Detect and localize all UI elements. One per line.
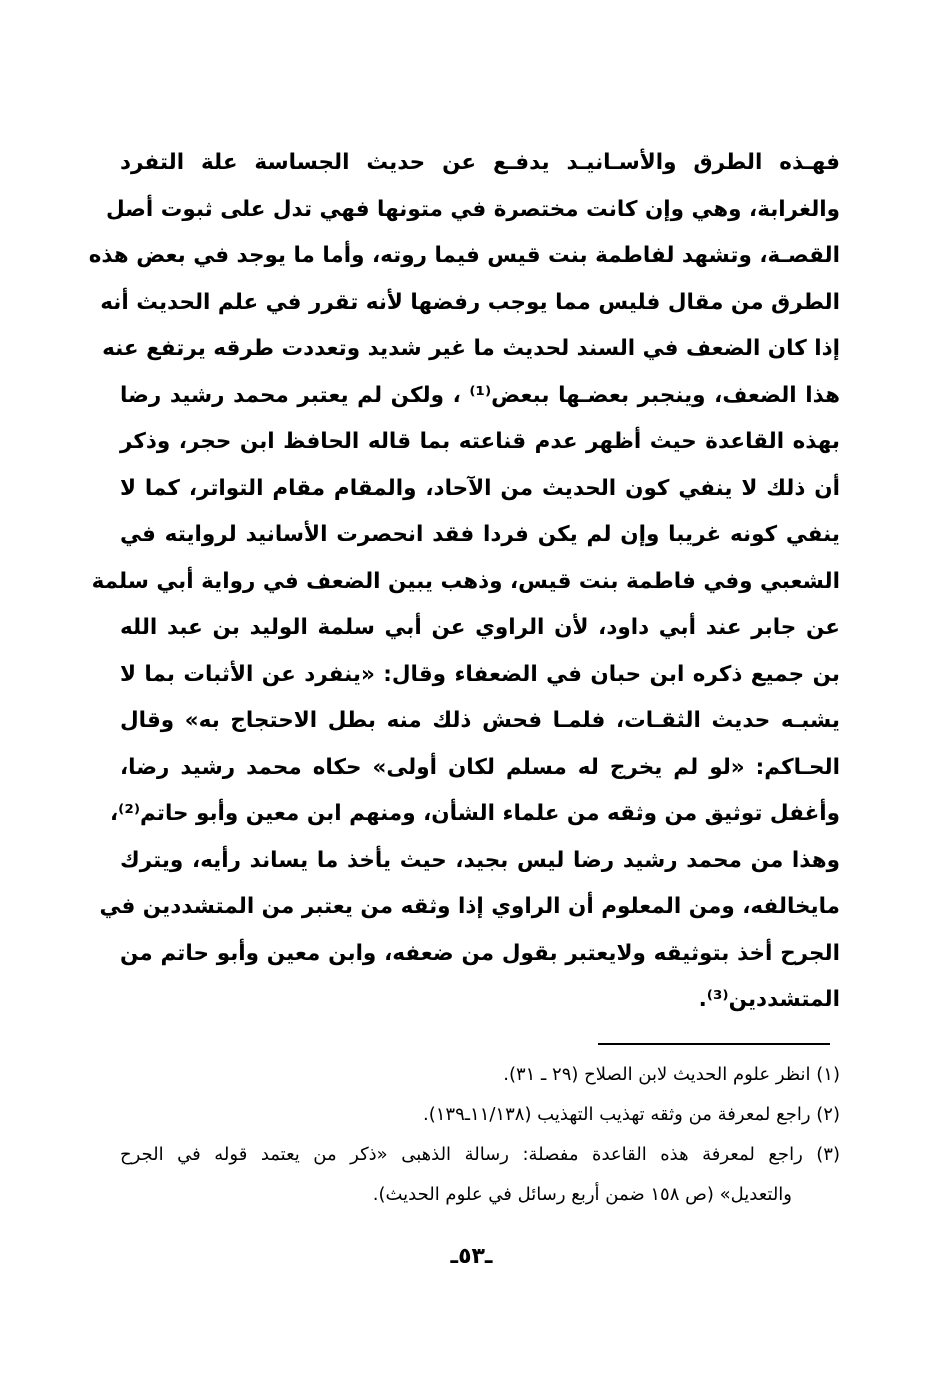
footnote-1: (١) انظر علوم الحديث لابن الصلاح (٢٩ ـ ٣١). xyxy=(503,1064,840,1085)
text-line: يشبـه حديث الثقـات، فلمـا فحش ذلك منه بطل الاحتجاج به» وقال xyxy=(120,708,840,733)
text-line: هذا الضعف، وينجبر بعضـها ببعض⁽¹⁾ ، ولكن لم يعتبر محمد رشيد رضا xyxy=(120,382,840,408)
footnote-3: (٣) راجع لمعرفة هذه القاعدة مفصلة: رسالة الذهبى «ذكر من يعتمد قوله في الجرح xyxy=(120,1144,840,1165)
text-line: بن جميع ذكره ابن حبان في الضعفاء وقال: «ينفرد عن الأثبات بما لا xyxy=(120,661,840,687)
text-line: الحـاكم: «لو لم يخرج له مسلم لكان أولى» حكاه محمد رشيد رضا، xyxy=(120,754,840,780)
footnotes xyxy=(120,1055,840,1215)
page-number: ـ٥٣ـ xyxy=(450,1244,493,1269)
main-text xyxy=(88,140,840,1024)
text-line: وهذا من محمد رشيد رضا ليس بجيد، حيث يأخذ ما يساند رأيه، ويترك xyxy=(120,847,840,873)
footnote-3-continuation: والتعديل» (ص ١٥٨ ضمن أربع رسائل في علوم الحديث). xyxy=(372,1184,792,1205)
text-line: مايخالفه، ومن المعلوم أن الراوي إذا وثقه من يعتبر من المتشددين في xyxy=(99,894,840,919)
text-line: أن ذلك لا ينفي كون الحديث من الآحاد، والمقام مقام التواتر، كما لا xyxy=(120,475,840,501)
text-line: الطرق من مقال فليس مما يوجب رفضها لأنه تقرر في علم الحديث أنه xyxy=(100,289,840,315)
text-line: والغرابة، وهي وإن كانت مختصرة في متونها فهي تدل على ثبوت أصل xyxy=(105,196,840,222)
text-line: وأغفل توثيق من وثقه من علماء الشأن، ومنهم ابن معين وأبو حاتم⁽²⁾، xyxy=(110,801,840,826)
text-line: بهذه القاعدة حيث أظهر عدم قناعته بما قاله الحافظ ابن حجر، وذكر xyxy=(120,429,840,454)
text-line: الجرح أخذ بتوثيقه ولايعتبر بقول من ضعفه، وابن معين وأبو حاتم من xyxy=(120,940,840,966)
text-line: فهـذه الطرق والأسـانيـد يدفـع عن حديث الجساسة علة التفرد xyxy=(120,150,840,175)
text-line: إذا كان الضعف في السند لحديث ما غير شديد وتعددت طرقه يرتفع عنه xyxy=(102,336,840,361)
footnote-separator xyxy=(598,1043,830,1045)
footnote-2: (٢) راجع لمعرفة من وثقه تهذيب التهذيب (١١/١٣٨ـ١٣٩). xyxy=(422,1104,840,1125)
text-line: المتشددين⁽³⁾. xyxy=(698,987,840,1012)
text-line: ينفي كونه غريبا وإن لم يكن فردا فقد انحصرت الأسانيد لروايته في xyxy=(120,522,840,547)
text-line: الشعبي وفي فاطمة بنت قيس، وذهب يبين الضعف في رواية أبي سلمة xyxy=(91,568,840,594)
text-line: عن جابر عند أبي داود، لأن الراوي عن أبي سلمة الوليد بن عبد الله xyxy=(120,615,840,640)
text-line: القصـة، وتشهد لفاطمة بنت قيس فيما روته، وأما ما يوجد في بعض هذه xyxy=(88,243,840,268)
